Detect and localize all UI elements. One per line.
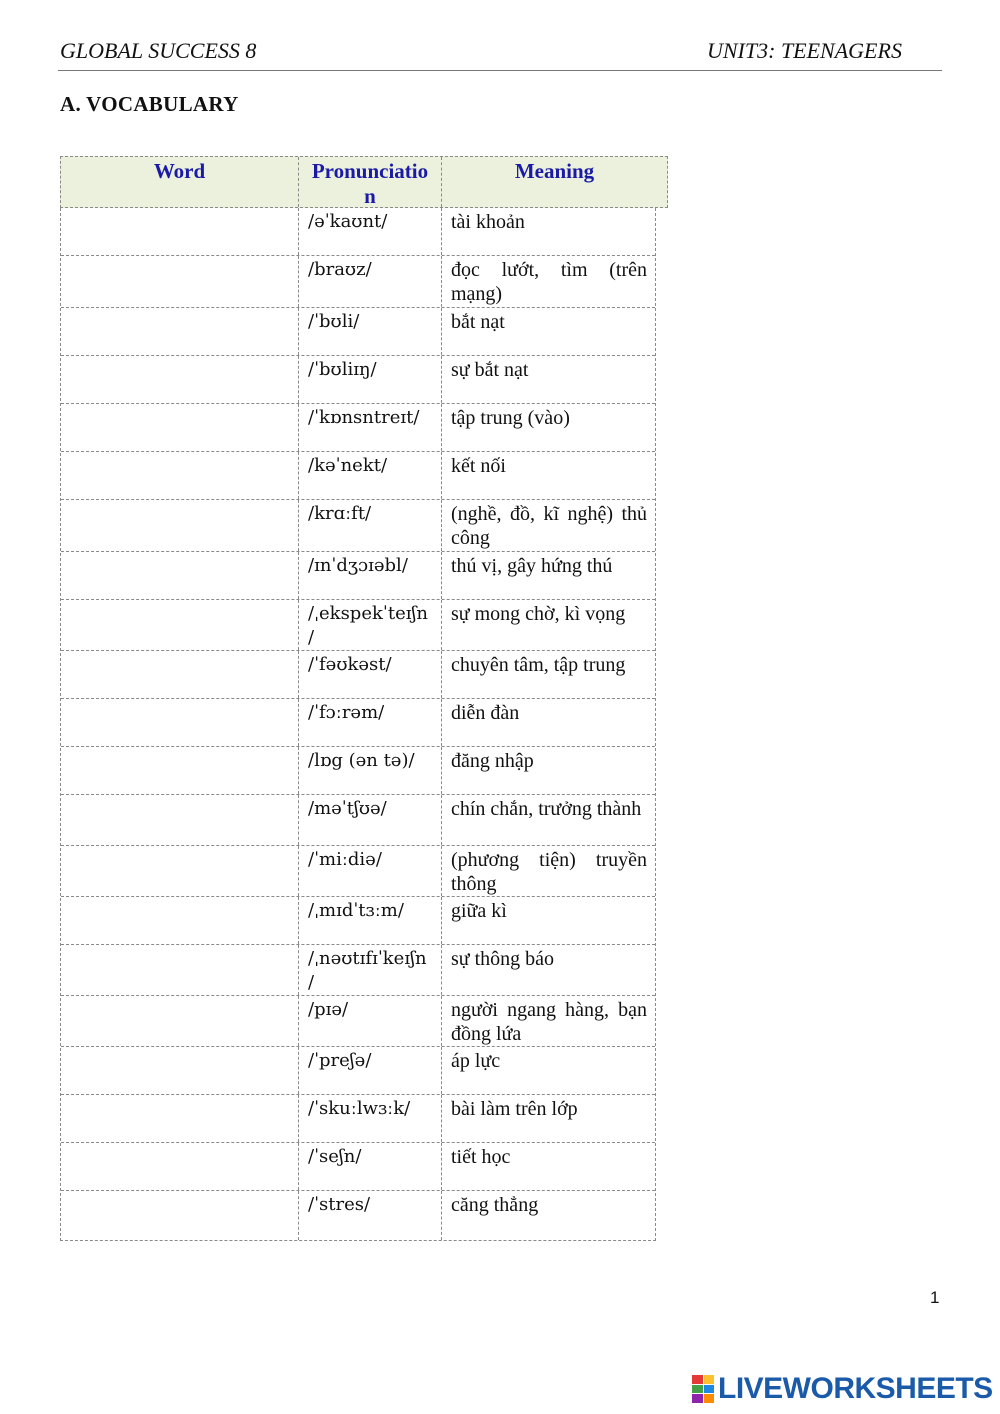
table-row — [61, 699, 655, 747]
meaning-cell: kết nối — [451, 455, 506, 477]
meaning-cell: áp lực — [451, 1050, 501, 1072]
word-cell[interactable] — [61, 1191, 299, 1240]
meaning-cell: thú vị, gây hứng thú — [451, 555, 613, 577]
table-row — [61, 500, 655, 552]
pronunciation-cell: /ˈskuːlwɜːk/ — [299, 1095, 442, 1142]
table-row — [61, 945, 655, 996]
pronunciation-cell: /ˈfəʊkəst/ — [299, 651, 442, 698]
table-row — [61, 404, 655, 452]
pronunciation-cell: /ˌnəʊtɪfɪˈkeɪʃn / — [299, 945, 442, 995]
word-cell[interactable] — [61, 996, 299, 1046]
meaning-cell: tập trung (vào) — [451, 407, 570, 429]
pronunciation-cell: /kəˈnekt/ — [299, 452, 442, 499]
pronunciation-cell: /ˈmiːdiə/ — [299, 846, 442, 896]
table-row — [61, 1191, 655, 1240]
word-cell[interactable] — [61, 1095, 299, 1142]
meaning-cell: diễn đàn — [451, 702, 520, 724]
header-right-title: UNIT3: TEENAGERS — [707, 38, 902, 63]
meaning-cell: sự thông báo — [451, 948, 555, 970]
table-row — [61, 600, 655, 651]
liveworksheets-logo — [692, 1372, 993, 1406]
word-cell[interactable] — [61, 404, 299, 451]
pronunciation-cell: /ˈseʃn/ — [299, 1143, 442, 1190]
table-row — [61, 308, 655, 356]
meaning-cell: bài làm trên lớp — [451, 1098, 578, 1120]
table-row — [61, 208, 655, 256]
word-cell[interactable] — [61, 1143, 299, 1190]
meaning-cell: bắt nạt — [451, 311, 505, 333]
pronunciation-cell: /ˈbʊli/ — [299, 308, 442, 355]
word-cell[interactable] — [61, 308, 299, 355]
pronunciation-cell: /pɪə/ — [299, 996, 442, 1046]
pronunciation-cell: /ˈfɔːrəm/ — [299, 699, 442, 746]
table-row — [61, 651, 655, 699]
table-row — [61, 452, 655, 500]
section-title: A. VOCABULARY — [60, 92, 239, 116]
table-row — [61, 846, 655, 897]
table-row — [61, 747, 655, 795]
word-cell[interactable] — [61, 256, 299, 307]
word-cell[interactable] — [61, 945, 299, 995]
table-row — [61, 1095, 655, 1143]
word-cell[interactable] — [61, 500, 299, 551]
pronunciation-cell: /krɑːft/ — [299, 500, 442, 551]
pronunciation-cell: /braʊz/ — [299, 256, 442, 307]
meaning-cell: sự mong chờ, kì vọng — [451, 603, 626, 625]
column-header-meaning: Meaning — [514, 159, 595, 183]
pronunciation-cell: /ˈpreʃə/ — [299, 1047, 442, 1094]
meaning-cell: sự bắt nạt — [451, 359, 529, 381]
pronunciation-cell: /ˌekspekˈteɪʃn / — [299, 600, 442, 650]
table-header — [60, 156, 668, 208]
meaning-cell: (nghề, đồ, kĩ nghệ) thủ công — [451, 503, 647, 549]
meaning-cell: người ngang hàng, bạn đồng lứa — [451, 999, 647, 1045]
pronunciation-cell: /ˌmɪdˈtɜːm/ — [299, 897, 442, 944]
word-cell[interactable] — [61, 897, 299, 944]
word-cell[interactable] — [61, 208, 299, 255]
word-cell[interactable] — [61, 846, 299, 896]
column-header-word: Word — [61, 157, 299, 207]
header-left-title: GLOBAL SUCCESS 8 — [60, 38, 257, 63]
liveworksheets-brand-text: LIVEWORKSHEETS — [718, 1372, 993, 1405]
table-row — [61, 1143, 655, 1191]
meaning-cell: đăng nhập — [451, 750, 534, 772]
word-cell[interactable] — [61, 747, 299, 794]
meaning-cell: tài khoản — [451, 211, 525, 233]
table-row — [61, 1047, 655, 1095]
word-cell[interactable] — [61, 1047, 299, 1094]
page-number: 1 — [930, 1288, 940, 1307]
pronunciation-cell: /ˈstres/ — [299, 1191, 442, 1240]
pronunciation-cell: /məˈtʃʊə/ — [299, 795, 442, 845]
word-cell[interactable] — [61, 699, 299, 746]
meaning-cell: chín chắn, trưởng thành — [451, 798, 642, 820]
column-header-pronunciation: Pronunciatio n — [299, 157, 442, 207]
pronunciation-cell: /ɪnˈdʒɔɪəbl/ — [299, 552, 442, 599]
meaning-cell: (phương tiện) truyền thông — [451, 849, 647, 895]
meaning-cell: căng thẳng — [451, 1194, 539, 1216]
meaning-cell: giữa kì — [451, 900, 507, 922]
header-divider — [58, 70, 942, 71]
meaning-cell: đọc lướt, tìm (trên mạng) — [451, 259, 647, 305]
word-cell[interactable] — [61, 795, 299, 845]
word-cell[interactable] — [61, 552, 299, 599]
pronunciation-cell: /əˈkaʊnt/ — [299, 208, 442, 255]
pronunciation-cell: /ˈbʊliɪŋ/ — [299, 356, 442, 403]
meaning-cell: tiết học — [451, 1146, 511, 1168]
word-cell[interactable] — [61, 452, 299, 499]
table-row — [61, 996, 655, 1047]
table-row — [61, 552, 655, 600]
vocabulary-table-body — [60, 208, 656, 1241]
table-row — [61, 256, 655, 308]
table-row — [61, 795, 655, 846]
pronunciation-cell: /lɒg (ən tə)/ — [299, 747, 442, 794]
liveworksheets-logo-icon — [692, 1375, 714, 1403]
word-cell[interactable] — [61, 651, 299, 698]
meaning-cell: chuyên tâm, tập trung — [451, 654, 626, 676]
pronunciation-cell: /ˈkɒnsntreɪt/ — [299, 404, 442, 451]
word-cell[interactable] — [61, 356, 299, 403]
word-cell[interactable] — [61, 600, 299, 650]
table-row — [61, 356, 655, 404]
table-row — [61, 897, 655, 945]
